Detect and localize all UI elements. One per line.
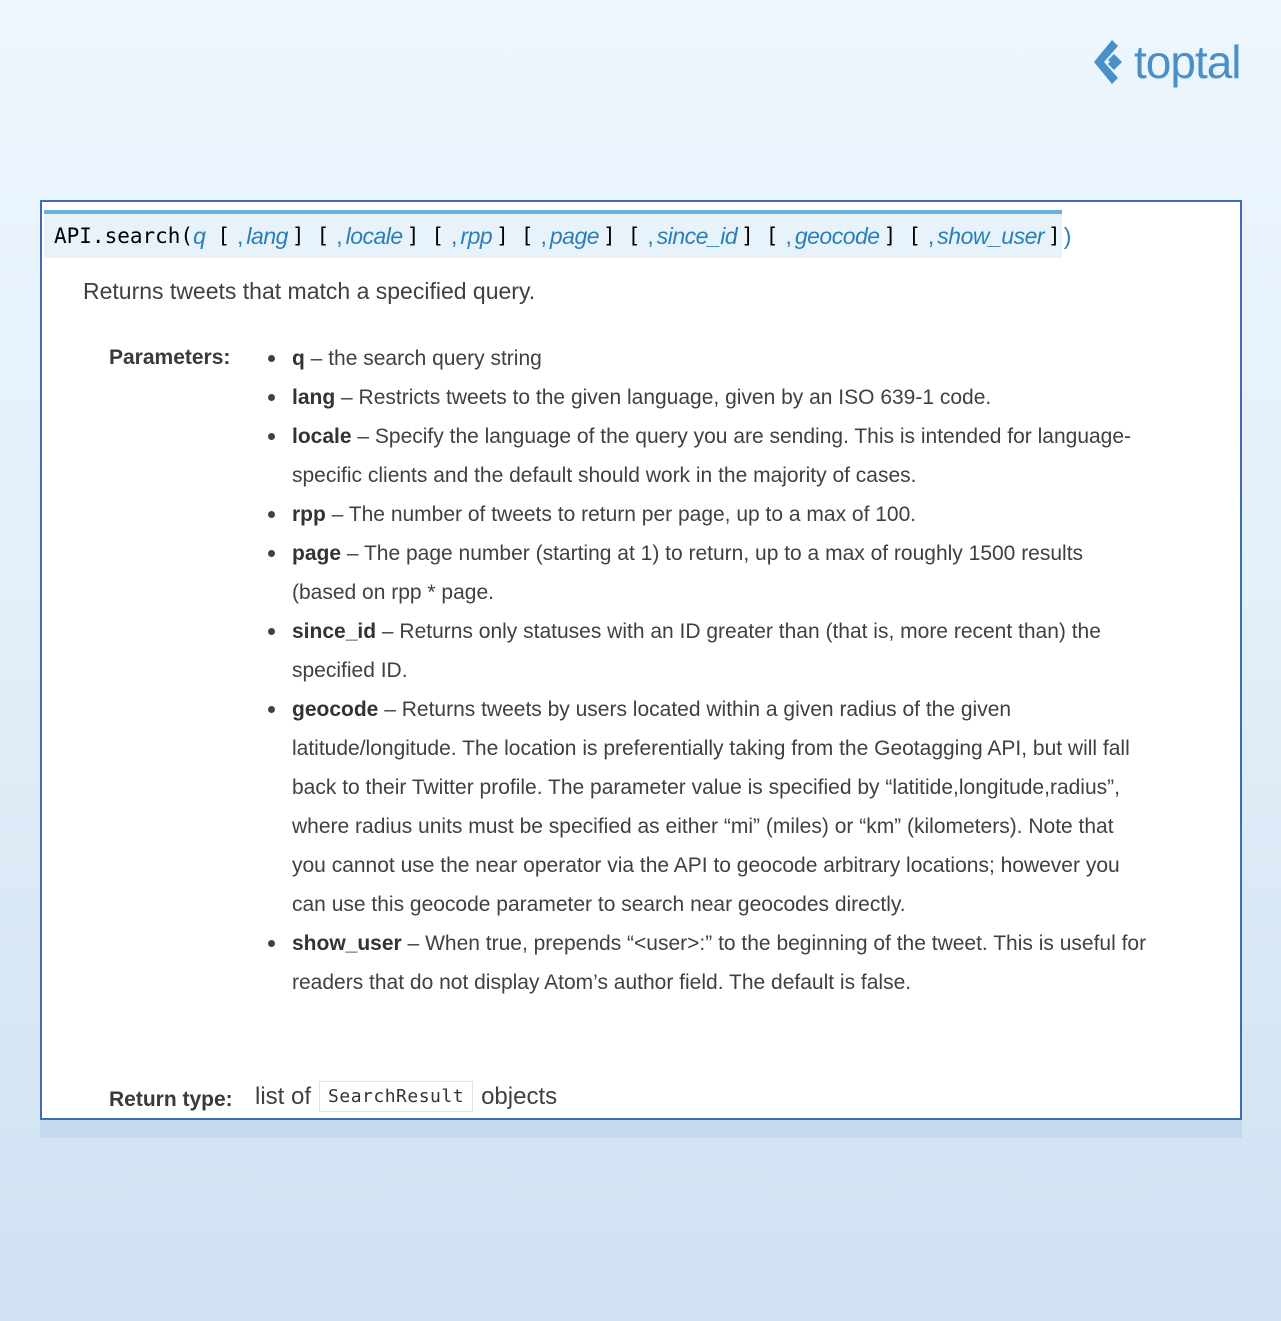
parameter-item-rpp bbox=[292, 495, 1152, 534]
signature-param-q: q bbox=[193, 222, 206, 249]
signature-close-bracket: ] bbox=[1048, 224, 1061, 248]
parameter-name: geocode bbox=[292, 698, 379, 721]
signature-close-bracket: ] bbox=[883, 224, 897, 248]
signature-comma: , bbox=[927, 222, 935, 249]
parameter-description: When true, prepends “<user>:” to the beginning of the tweet. This is useful for readers that do not display Atom’s author field. The default is false. bbox=[292, 932, 1147, 994]
signature-close-bracket: ] bbox=[741, 224, 754, 248]
signature-open-bracket: [ bbox=[765, 224, 779, 248]
parameter-description: Specify the language of the query you are sending. This is intended for language-specific clients and the default should work in the majority of cases. bbox=[292, 425, 1132, 487]
signature-comma: , bbox=[540, 222, 547, 249]
parameter-separator: – bbox=[378, 698, 402, 721]
function-signature bbox=[44, 210, 1072, 258]
parameter-name: locale bbox=[292, 425, 352, 448]
signature-open-bracket: [ bbox=[217, 224, 231, 248]
signature-comma: , bbox=[785, 222, 792, 249]
signature-open-bracket: [ bbox=[908, 224, 921, 248]
return-type-code: SearchResult bbox=[319, 1081, 473, 1112]
signature-param-geocode: geocode bbox=[794, 222, 880, 249]
parameter-list bbox=[292, 339, 1152, 1002]
parameter-separator: – bbox=[341, 542, 364, 565]
parameter-item-lang bbox=[292, 378, 1152, 417]
parameter-description: Returns tweets by users located within a given radius of the given latitude/longitude. The location is preferentially taking from the Geotagging API, but will fall back to their Twitter profile. The parameter value is specified by “latitide,longitude,radius”, where radius units must be specified as either “mi” (miles) or “km” (kilometers). Note that you cannot use the near operator via the API to geocode arbitrary locations; however you can use this geocode parameter to search near geocodes directly. bbox=[292, 698, 1130, 916]
parameter-name: lang bbox=[292, 386, 336, 409]
parameter-separator: – bbox=[351, 425, 375, 448]
parameter-description: The number of tweets to return per page, up to a max of 100. bbox=[348, 503, 917, 526]
parameter-description: Restricts tweets to the given language, given by an ISO 639-1 code. bbox=[358, 386, 992, 409]
signature-closing-paren: ) bbox=[1063, 222, 1072, 249]
signature-param-locale: locale bbox=[345, 222, 403, 249]
signature-comma: , bbox=[336, 222, 343, 249]
parameter-separator: – bbox=[325, 503, 349, 526]
parameter-separator: – bbox=[335, 386, 359, 409]
parameter-item-q bbox=[292, 339, 1152, 378]
parameter-separator: – bbox=[376, 620, 400, 643]
signature-open-bracket: [ bbox=[520, 224, 534, 248]
parameter-item-geocode bbox=[292, 690, 1152, 924]
parameter-name: page bbox=[292, 542, 342, 565]
parameter-name: rpp bbox=[292, 503, 326, 526]
return-type-prefix: list of bbox=[255, 1082, 312, 1110]
return-type-label: Return type: bbox=[109, 1088, 233, 1111]
parameter-separator: – bbox=[304, 347, 329, 370]
signature-param-since-id: since_id bbox=[656, 222, 738, 249]
parameter-description: the search query string bbox=[328, 347, 542, 370]
signature-open-bracket: [ bbox=[431, 224, 445, 248]
signature-param-lang: lang bbox=[246, 222, 288, 249]
parameter-item-locale bbox=[292, 417, 1152, 495]
toptal-wordmark: toptal bbox=[1134, 36, 1241, 88]
parameter-name: since_id bbox=[292, 620, 377, 643]
signature-close-bracket: ] bbox=[603, 224, 616, 248]
api-doc-card bbox=[40, 200, 1242, 1120]
signature-param-show-user: show_user bbox=[937, 222, 1045, 249]
parameter-description: The page number (starting at 1) to return, up to a max of roughly 1500 results (based on rpp * page. bbox=[292, 542, 1084, 604]
toptal-logo bbox=[1090, 38, 1241, 86]
signature-close-bracket: ] bbox=[291, 224, 305, 248]
signature-comma: , bbox=[647, 222, 654, 249]
parameter-item-page bbox=[292, 534, 1152, 612]
signature-comma: , bbox=[451, 222, 458, 249]
signature-open-bracket: [ bbox=[627, 224, 641, 248]
card-shadow bbox=[40, 1118, 1242, 1138]
parameter-item-since-id bbox=[292, 612, 1152, 690]
parameter-name: q bbox=[292, 347, 305, 370]
parameter-description: Returns only statuses with an ID greater than (that is, more recent than) the specified ID. bbox=[292, 620, 1101, 682]
function-description: Returns tweets that match a specified query. bbox=[83, 278, 536, 304]
signature-close-bracket: ] bbox=[496, 224, 509, 248]
return-type-suffix: objects bbox=[481, 1082, 558, 1110]
signature-prefix: API.search( bbox=[54, 224, 194, 248]
return-type-value bbox=[255, 1081, 557, 1112]
parameter-item-show-user bbox=[292, 924, 1152, 1002]
signature-param-rpp: rpp bbox=[460, 222, 493, 249]
signature-param-page: page bbox=[549, 222, 600, 249]
parameters-label: Parameters: bbox=[109, 346, 231, 369]
toptal-diamond-icon bbox=[1090, 38, 1130, 86]
signature-open-bracket: [ bbox=[316, 224, 330, 248]
signature-comma: , bbox=[237, 222, 244, 249]
parameter-name: show_user bbox=[292, 932, 402, 955]
signature-close-bracket: ] bbox=[406, 224, 420, 248]
parameter-separator: – bbox=[401, 932, 426, 955]
